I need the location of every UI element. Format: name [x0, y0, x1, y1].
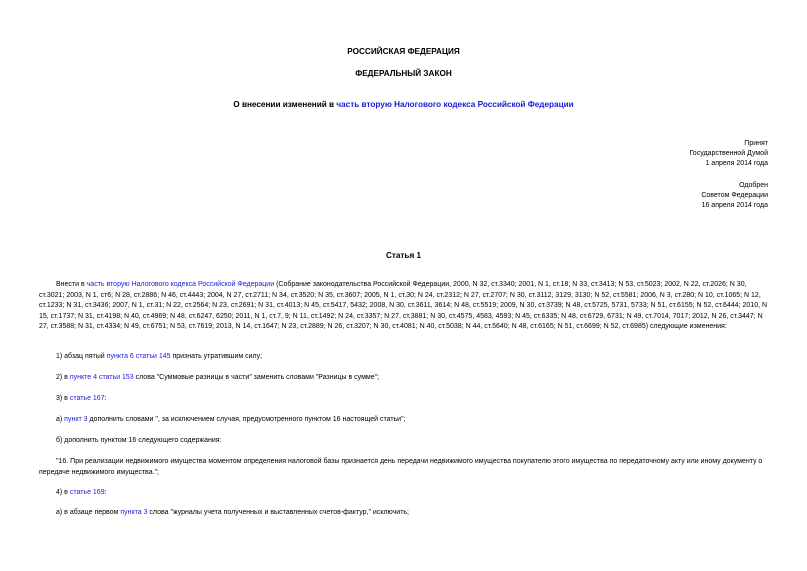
intro-tax-code-link[interactable]: часть вторую Налогового кодекса Российской Федерации: [86, 281, 275, 288]
approved-line2: Советом Федерации: [701, 192, 768, 199]
intro-prefix: Внести в: [56, 281, 87, 288]
intro-text: (Собрание законодательства Российской Федерации, 2000, N 32, ст.3340; 2001, N 1, ст.18; N 33, ст.3413; N 53, ст.5023; 2002, N 22, ст.2026; N 30, ст.3021; 2003, N 1, ст6; N 28, ст.2886; N 46, ст.4443; 2004, N 27, ст.2711; N 34, ст.3520; N 35, ст.3607; 2005, N 1, ст.30; N 24, ст.2312; N 27, ст.2707; N 30, ст.3112, 3129, 3130; N 52, ст.5581; 2006, N 3, ст.280; N 10, ст.1065; N 12, ст.1233; N 31, ст.3436; 2007, N 1, ст.31; N 22, ст.2564; N 23, ст.2691; N 31, ст.4013; N 45, ст.5417, 5432; 2008, N 30, ст.3611, 3614; N 48, ст.5519; 2009, N 30, ст.3739; N 48, ст.5725, 5731, 5733; N 51, ст.6155; N 52, ст.6444; 2010, N 15, ст.1737; N 31, ст.4198; N 40, ст.4969; N 48, ст.6247, 6250; 2011, N 1, ст.7, 9; N 11, ст.1492; N 24, ст.3357; N 27, ст.3881; N 30, ст.4575, 4583, 4593; N 45, ст.6335; N 48, ст.6729, 6731; N 49, ст.7014, 7017; 2012, N 26, ст.3447; N 27, ст.3588; N 31, ст.4334; N 49, ст.6751; N 53, ст.7619; 2013, N 14, ст.1647; N 23, ст.2889; N 26, ст.3207; N 30, ст.4081; N 40, ст.5038; N 44, ст.5640; N 48, ст.6165; N 51, ст.6699; N 52, ст.6985) следующие изменения:: [39, 281, 768, 331]
article-title: Статья 1: [385, 251, 422, 260]
item-3a: [39, 415, 769, 426]
item-3b: [39, 436, 769, 447]
item-1-text-c: признать утратившим силу;: [170, 353, 263, 360]
item-3: [39, 394, 769, 405]
approved-line1: Одобрен: [739, 182, 768, 189]
approved-line3: 16 апреля 2014 года: [701, 202, 768, 209]
item-3a-text-a: а): [56, 416, 65, 423]
item-4a-link[interactable]: пункта 3: [120, 509, 148, 516]
law-type-heading: ФЕДЕРАЛЬНЫЙ ЗАКОН: [355, 69, 452, 78]
federation-heading: РОССИЙСКАЯ ФЕДЕРАЦИЯ: [347, 47, 460, 56]
adopted-line1: Принят: [744, 140, 768, 147]
item-2-text-c: слова "Суммовые разницы в части" заменить словами "Разницы в сумме";: [133, 374, 380, 381]
item-4-link[interactable]: статье 169: [69, 489, 105, 496]
adopted-block: [689, 139, 768, 169]
adopted-line3: 1 апреля 2014 года: [705, 160, 768, 167]
item-1-text-a: 1) абзац пятый: [56, 353, 107, 360]
item-4-text-c: :: [104, 489, 107, 496]
item-4a-text-c: слова "журналы учета полученных и выставленных счетов-фактур," исключить;: [147, 509, 409, 516]
item-3-text-a: 3) в: [56, 395, 70, 402]
item-3a-link[interactable]: пункт 3: [64, 416, 88, 423]
item-3b-text: б) дополнить пунктом 16 следующего содержания:: [56, 437, 222, 444]
item-2: [39, 373, 769, 384]
item-4a: [39, 508, 769, 519]
item-2-text-a: 2) в: [56, 374, 70, 381]
item-2-link[interactable]: пункте 4 статьи 153: [69, 374, 134, 381]
approved-block: [701, 181, 768, 211]
item-4-text-a: 4) в: [56, 489, 70, 496]
quote-paragraph: "16. При реализации недвижимого имущества моментом определения налоговой базы признается день передачи недвижимого имущества покупателю этого имущества по передаточному акту или иному документу о передаче недвижимого имущества.";: [39, 458, 763, 476]
intro-paragraph: [39, 280, 769, 333]
tax-code-part2-link[interactable]: часть вторую Налогового кодекса Российской Федерации: [336, 100, 574, 109]
item-3a-text-c: дополнить словами ", за исключением случая, предусмотренного пунктом 16 настоящей статьи";: [87, 416, 406, 423]
item-3-text-c: :: [104, 395, 107, 402]
item-4: [39, 488, 769, 499]
item-3-link[interactable]: статье 167: [69, 395, 105, 402]
law-title: [0, 100, 807, 109]
item-1: [39, 352, 769, 363]
item-1-link[interactable]: пункта 6 статьи 145: [106, 353, 171, 360]
item-4a-text-a: а) в абзаце первом: [56, 509, 121, 516]
adopted-line2: Государственной Думой: [689, 150, 768, 157]
law-title-prefix: О внесении изменений в: [233, 100, 337, 109]
